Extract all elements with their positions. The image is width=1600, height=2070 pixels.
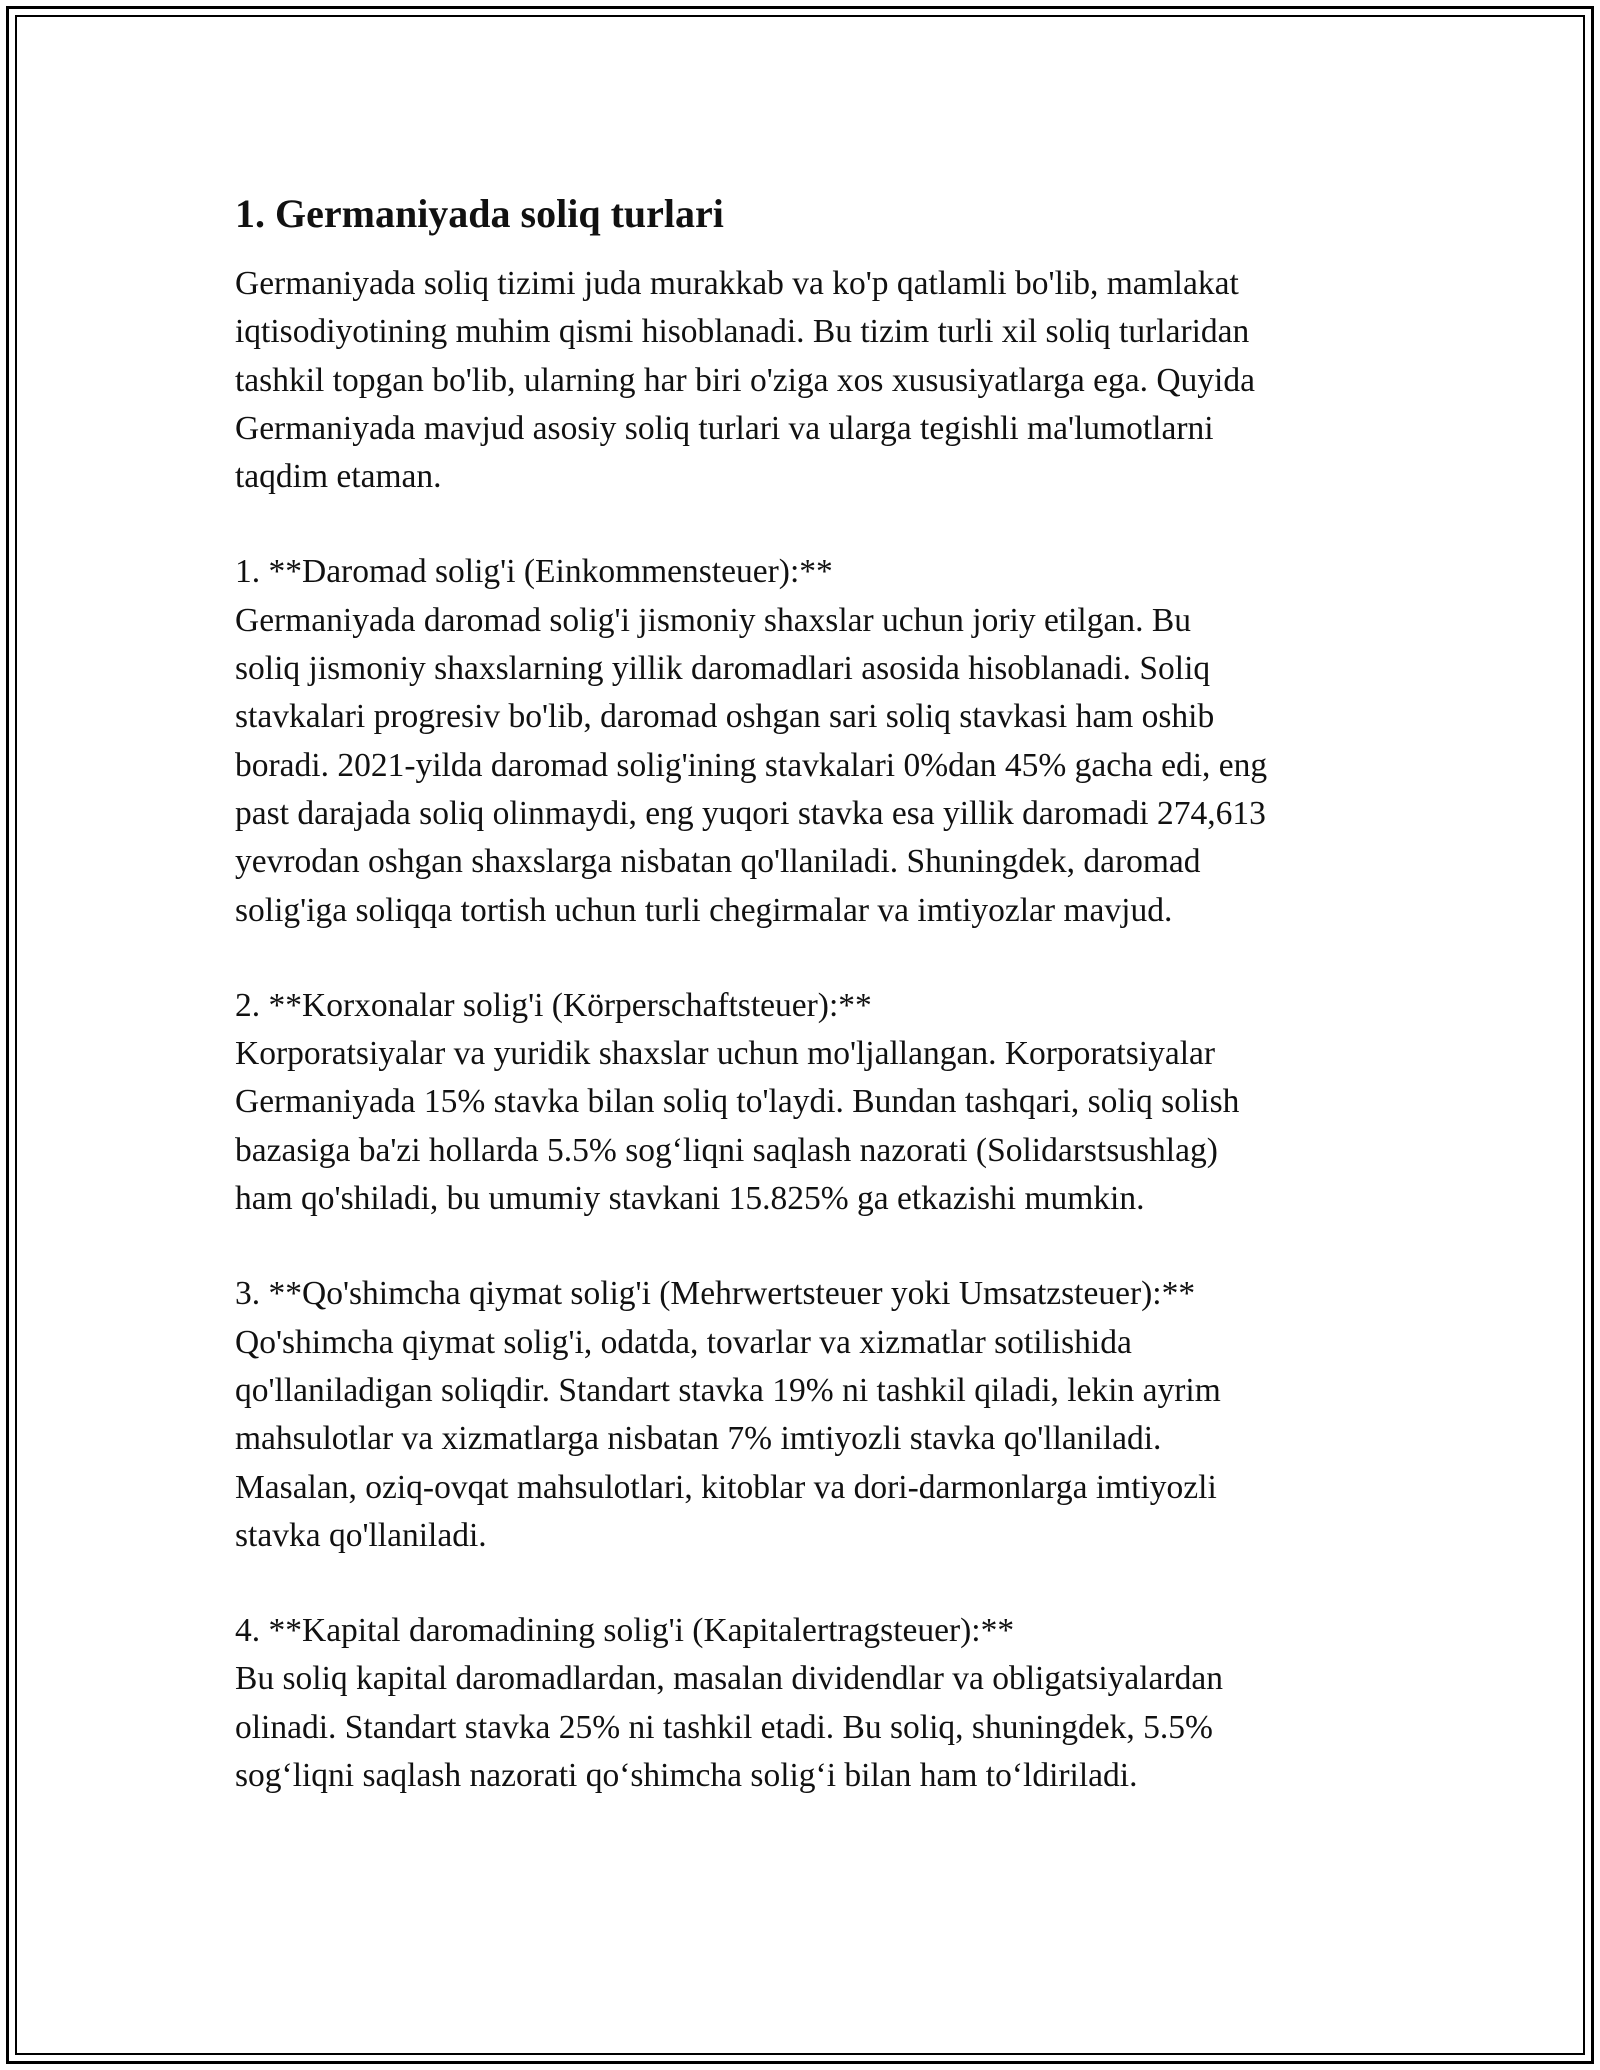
document-title: 1. Germaniyada soliq turlari <box>235 191 724 236</box>
tax-item-body: Korporatsiyalar va yuridik shaxslar uchun mo'ljallangan. Korporatsiyalar Germaniyada 15% stavka bilan soliq to'laydi. Bundan tashqari, soliq solish bazasiga ba'zi hollarda 5.5% sog‘liqni saqlash nazorati (Solidarstsushlag) ham qo'shiladi, bu umumiy stavkani 15.825% ga etkazishi mumkin. <box>235 1035 1240 1218</box>
document-body <box>235 188 1385 1800</box>
tax-item-heading: 4. **Kapital daromadining solig'i (Kapitalertragsteuer):** <box>235 1612 1015 1650</box>
tax-item-body: Germaniyada daromad solig'i jismoniy shaxslar uchun joriy etilgan. Bu soliq jismoniy shaxslarning yillik daromadlari asosida hisoblanadi. Soliq stavkalari progresiv bo'lib, daromad oshgan sari soliq stavkasi ham oshib boradi. 2021-yilda daromad solig'ining stavkalari 0%dan 45% gacha edi, eng past darajada soliq olinmaydi, eng yuqori stavka esa yillik daromadi 274,613 yevrodan oshgan shaxslarga nisbatan qo'llaniladi. Shuningdek, daromad solig'iga soliqqa tortish uchun turli chegirmalar va imtiyozlar mavjud. <box>235 601 1268 929</box>
tax-item-heading: 1. **Daromad solig'i (Einkommensteuer):** <box>235 553 833 591</box>
tax-item-body: Qo'shimcha qiymat solig'i, odatda, tovarlar va xizmatlar sotilishida qo'llaniladigan soliqdir. Standart stavka 19% ni tashkil qiladi, lekin ayrim mahsulotlar va xizmatlarga nisbatan 7% imtiyozli stavka qo'llaniladi. Masalan, oziq-ovqat mahsulotlari, kitoblar va dori-darmonlarga imtiyozli stavka qo'llaniladi. <box>235 1323 1221 1554</box>
tax-item-body: Bu soliq kapital daromadlardan, masalan dividendlar va obligatsiyalardan olinadi. Standart stavka 25% ni tashkil etadi. Bu soliq, shuningdek, 5.5% sog‘liqni saqlash nazorati qo‘shimcha solig‘i bilan ham to‘ldiriladi. <box>235 1660 1223 1795</box>
tax-item-capital-gains <box>235 1607 1385 1800</box>
intro-paragraph: Germaniyada soliq tizimi juda murakkab va ko'p qatlamli bo'lib, mamlakat iqtisodiyotining muhim qismi hisoblanadi. Bu tizim turli xil soliq turlaridan tashkil topgan bo'lib, ularning har biri o'ziga xos xususiyatlarga ega. Quyida Germaniyada mavjud asosiy soliq turlari va ularga tegishli ma'lumotlarni taqdim etaman. <box>235 265 1255 496</box>
tax-item-heading: 3. **Qo'shimcha qiymat solig'i (Mehrwertsteuer yoki Umsatzsteuer):** <box>235 1275 1196 1313</box>
tax-item-corporate <box>235 982 1385 1223</box>
tax-item-heading: 2. **Korxonalar solig'i (Körperschaftsteuer):** <box>235 986 872 1024</box>
tax-item-income <box>235 548 1385 934</box>
tax-item-vat <box>235 1270 1385 1560</box>
